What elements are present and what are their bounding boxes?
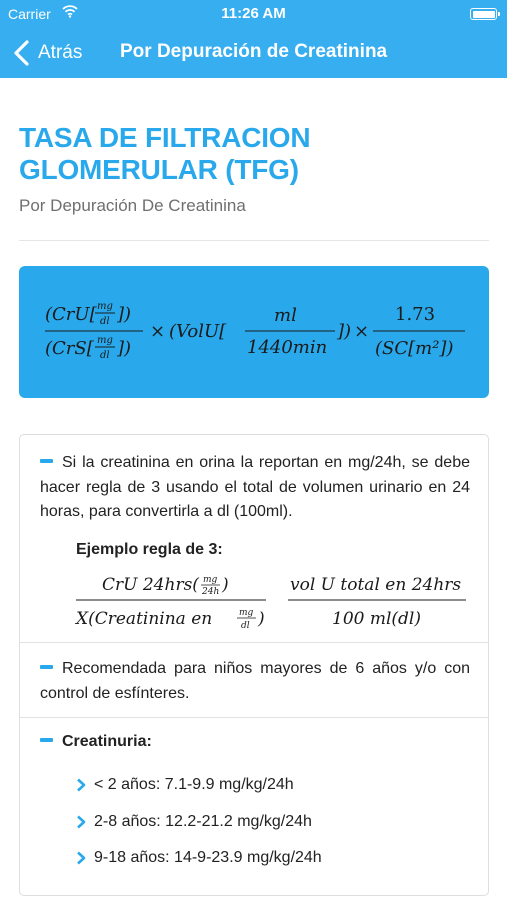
svg-text:(SC[m²]): (SC[m²]) [375,338,454,359]
svg-text:×: × [150,321,166,342]
svg-text:(CrU[: (CrU[ [45,304,97,325]
info-card [19,434,489,896]
list-item [76,849,322,867]
svg-text:vol U total en 24hrs: vol U total en 24hrs [290,575,462,595]
divider [19,240,489,241]
section-divider [20,642,488,643]
svg-text:mg: mg [97,335,113,346]
battery-icon [470,8,497,20]
chevron-left-icon [12,40,32,66]
creatinuria-title-text: Creatinuria: [62,733,152,750]
svg-text:1440min: 1440min [247,337,328,358]
range-text: 9-18 años: 14-9-23.9 mg/kg/24h [94,849,322,866]
svg-text:mg: mg [239,608,254,618]
rule-of-three-formula [20,569,490,633]
formula-box [19,266,489,398]
svg-text:24h: 24h [202,587,220,597]
range-text: < 2 años: 7.1-9.9 mg/kg/24h [94,776,294,793]
navigation-bar [0,28,507,78]
note-recommendation [40,657,470,706]
svg-text:]): ]) [117,338,132,359]
chevron-right-icon [76,815,86,829]
note-units-text: Si la creatinina en orina la reportan en mg/24h, se debe hacer regla de 3 usando el total de volumen urinario en 24 horas, para convertirla a dl (100ml). [40,454,470,520]
svg-text:X(Creatinina en: X(Creatinina en [76,609,213,629]
page-title: TASA DE FILTRACION GLOMERULAR (TFG) [19,122,311,185]
svg-text:(VolU[: (VolU[ [169,321,227,342]
svg-text:ml: ml [274,305,297,326]
back-button[interactable] [12,38,82,68]
svg-text:dl: dl [100,350,110,361]
section-divider [20,717,488,718]
dash-icon [40,738,53,742]
svg-text:]): ]) [337,321,352,342]
svg-text:1.73: 1.73 [395,304,436,325]
chevron-right-icon [76,778,86,792]
carrier-label: Carrier [8,6,51,22]
example-title: Ejemplo regla de 3: [76,541,223,558]
range-text: 2-8 años: 12.2-21.2 mg/kg/24h [94,813,312,830]
tfg-formula [19,266,489,398]
chevron-right-icon [76,851,86,865]
nav-title: Por Depuración de Creatinina [120,41,388,62]
svg-text:×: × [354,321,370,342]
svg-text:): ) [222,575,229,595]
note-units [40,451,470,525]
page-subtitle: Por Depuración De Creatinina [19,196,246,215]
svg-text:mg: mg [97,301,113,312]
svg-text:mg: mg [203,575,218,585]
list-item [76,813,312,831]
svg-text:(CrS[: (CrS[ [45,338,94,359]
list-item [76,776,294,794]
svg-text:100 ml(dl): 100 ml(dl) [332,609,421,629]
svg-text:CrU 24hrs(: CrU 24hrs( [102,575,199,595]
svg-text:dl: dl [241,621,250,631]
dash-icon [40,459,53,463]
status-bar [0,0,507,28]
svg-text:]): ]) [117,304,132,325]
back-label: Atrás [38,42,83,63]
dash-icon [40,665,53,669]
note-recommendation-text: Recomendada para niños mayores de 6 años y/o con control de esfínteres. [40,660,470,702]
creatinuria-title [40,733,152,751]
svg-text:dl: dl [100,316,110,327]
svg-text:): ) [258,609,265,629]
clock: 11:26 AM [221,5,286,22]
